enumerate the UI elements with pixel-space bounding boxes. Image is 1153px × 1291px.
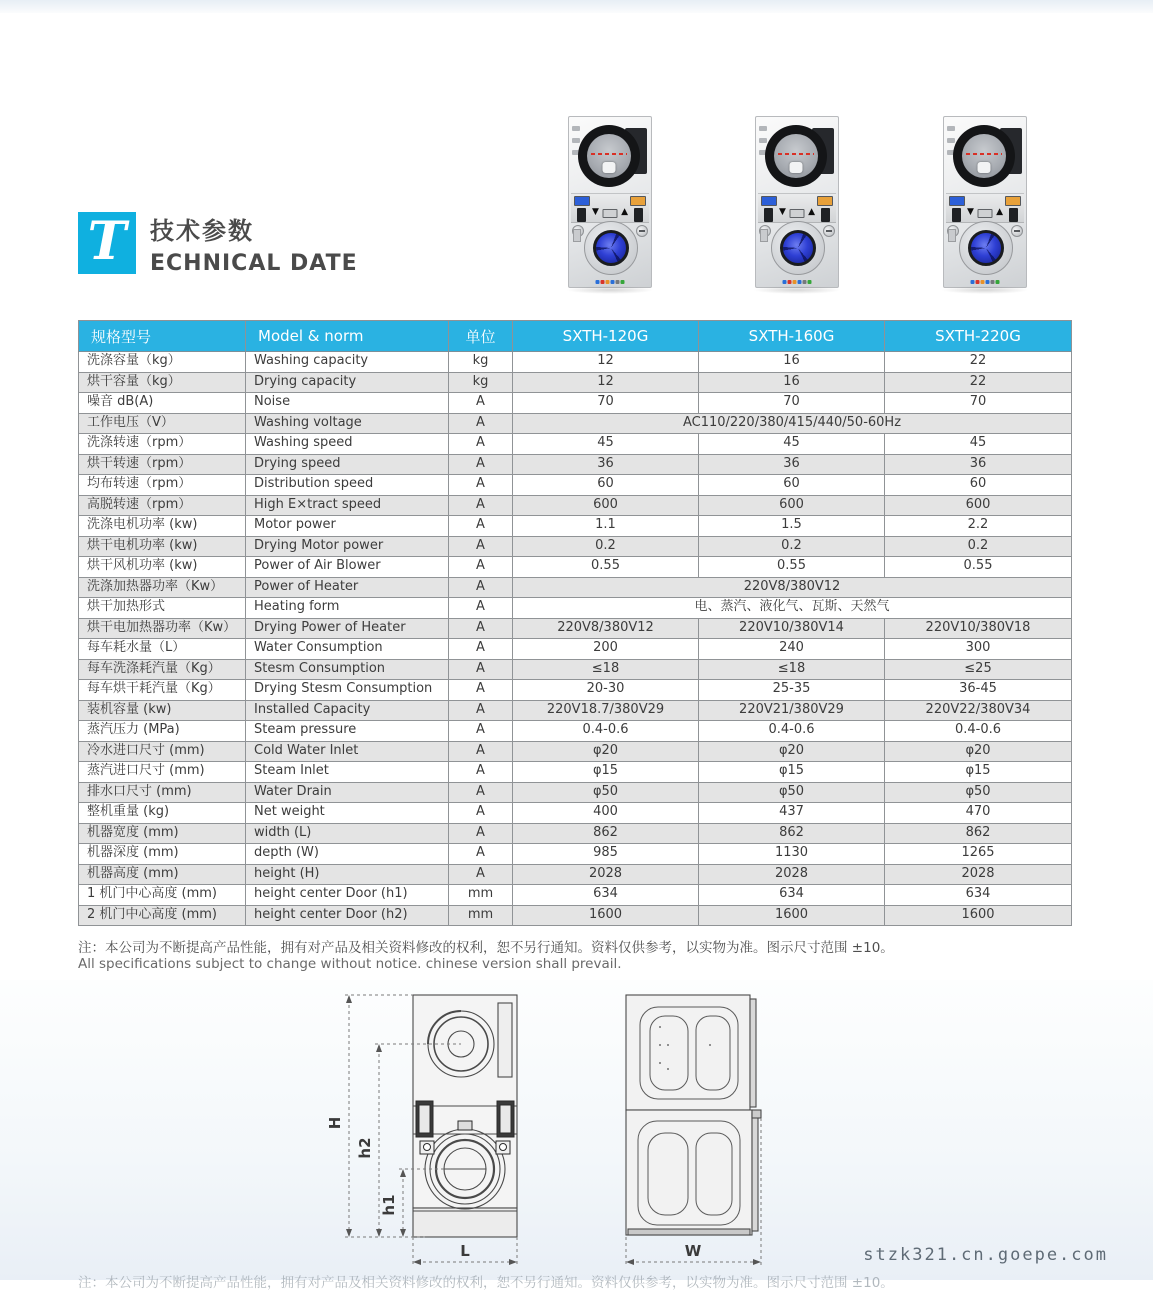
spec-unit: A xyxy=(449,618,513,639)
coin-slot-right xyxy=(634,208,643,222)
spec-name-zh: 噪音 dB(A) xyxy=(79,393,246,414)
spec-value-SXTH-160G: φ15 xyxy=(699,762,885,783)
spec-name-en: Steam Inlet xyxy=(246,762,449,783)
table-row xyxy=(79,557,1072,578)
spec-value-SXTH-220G: 2.2 xyxy=(885,516,1072,537)
spec-value-SXTH-220G: 0.55 xyxy=(885,557,1072,578)
spec-value-SXTH-220G: 70 xyxy=(885,393,1072,414)
table-row xyxy=(79,905,1072,926)
spec-value-SXTH-160G: 60 xyxy=(699,475,885,496)
spec-name-zh: 烘干电加热器功率（Kw） xyxy=(79,618,246,639)
spec-value-SXTH-120G: 200 xyxy=(513,639,699,660)
spec-value-merged: 电、蒸汽、液化气、瓦斯、天然气 xyxy=(513,598,1072,619)
spec-name-zh: 装机容量 (kw) xyxy=(79,700,246,721)
note-en: All specifications subject to change without notice. chinese version shall prevail. xyxy=(78,956,622,972)
spec-value-SXTH-160G: 70 xyxy=(699,393,885,414)
red-dashed-line xyxy=(966,153,1002,155)
spec-unit: kg xyxy=(449,352,513,373)
spec-value-SXTH-160G: 1130 xyxy=(699,844,885,865)
table-row xyxy=(79,864,1072,885)
table-row xyxy=(79,782,1072,803)
spec-value-SXTH-160G: 600 xyxy=(699,495,885,516)
spec-unit: A xyxy=(449,762,513,783)
spec-unit: mm xyxy=(449,905,513,926)
dim-label-W: W xyxy=(684,1242,702,1260)
table-row xyxy=(79,475,1072,496)
up-arrow-icon xyxy=(621,208,628,217)
spec-unit: A xyxy=(449,577,513,598)
dryer-door xyxy=(578,125,640,187)
blue-display xyxy=(949,196,965,206)
spec-name-zh: 洗涤容量（kg） xyxy=(79,352,246,373)
table-row xyxy=(79,659,1072,680)
table-row xyxy=(79,434,1072,455)
spec-value-SXTH-120G: ≤18 xyxy=(513,659,699,680)
spec-value-SXTH-120G: φ20 xyxy=(513,741,699,762)
spec-name-zh: 蒸汽压力 (MPa) xyxy=(79,721,246,742)
up-arrow-icon xyxy=(996,208,1003,217)
spec-table xyxy=(78,320,1072,926)
spec-value-SXTH-160G: 16 xyxy=(699,352,885,373)
spec-name-zh: 洗涤转速（rpm） xyxy=(79,434,246,455)
spec-value-SXTH-220G: 300 xyxy=(885,639,1072,660)
spec-name-zh: 1 机门中心高度 (mm) xyxy=(79,885,246,906)
spec-name-en: Steam pressure xyxy=(246,721,449,742)
control-strip xyxy=(571,193,649,223)
table-row xyxy=(79,393,1072,414)
spec-unit: A xyxy=(449,393,513,414)
spec-unit: A xyxy=(449,434,513,455)
table-row xyxy=(79,721,1072,742)
spec-unit: A xyxy=(449,454,513,475)
spec-value-SXTH-220G: 634 xyxy=(885,885,1072,906)
machine-shadow xyxy=(941,286,1029,294)
spec-unit: A xyxy=(449,741,513,762)
spec-name-zh: 烘干风机功率 (kw) xyxy=(79,557,246,578)
spec-value-SXTH-220G: φ20 xyxy=(885,741,1072,762)
coin-knob-right xyxy=(1011,225,1023,237)
brand-logo xyxy=(596,280,625,284)
spec-value-SXTH-120G: 0.4-0.6 xyxy=(513,721,699,742)
brand-logo xyxy=(783,280,812,284)
table-row xyxy=(79,741,1072,762)
table-row xyxy=(79,577,1072,598)
spec-name-en: height center Door (h1) xyxy=(246,885,449,906)
spec-value-SXTH-160G: φ50 xyxy=(699,782,885,803)
dryer-door xyxy=(765,125,827,187)
spec-unit: A xyxy=(449,598,513,619)
col-header-spec-zh: 规格型号 xyxy=(79,321,246,352)
washer-drum xyxy=(593,230,629,266)
spec-value-SXTH-220G: 862 xyxy=(885,823,1072,844)
spec-value-SXTH-120G: φ50 xyxy=(513,782,699,803)
spec-name-zh: 蒸汽进口尺寸 (mm) xyxy=(79,762,246,783)
col-header-model-norm: Model & norm xyxy=(246,321,449,352)
spec-name-en: High E×tract speed xyxy=(246,495,449,516)
table-row xyxy=(79,823,1072,844)
side-view-drawing xyxy=(598,983,788,1283)
table-row xyxy=(79,639,1072,660)
spec-value-SXTH-120G: 0.55 xyxy=(513,557,699,578)
red-dashed-line xyxy=(778,153,814,155)
spec-value-SXTH-220G: 1265 xyxy=(885,844,1072,865)
table-row xyxy=(79,413,1072,434)
spec-value-SXTH-120G: 600 xyxy=(513,495,699,516)
washer-drum xyxy=(780,230,816,266)
dryer-door xyxy=(953,125,1015,187)
spec-name-zh: 机器宽度 (mm) xyxy=(79,823,246,844)
down-arrow-icon xyxy=(779,208,786,217)
table-row xyxy=(79,598,1072,619)
washer-drum xyxy=(968,230,1004,266)
table-row xyxy=(79,844,1072,865)
spec-name-en: Cold Water Inlet xyxy=(246,741,449,762)
spec-name-zh: 工作电压（V） xyxy=(79,413,246,434)
table-row xyxy=(79,700,1072,721)
coin-slot-right xyxy=(1009,208,1018,222)
spec-name-en: Distribution speed xyxy=(246,475,449,496)
spec-value-SXTH-220G: ≤25 xyxy=(885,659,1072,680)
spec-value-SXTH-160G: φ20 xyxy=(699,741,885,762)
spec-name-zh: 冷水进口尺寸 (mm) xyxy=(79,741,246,762)
brand-logo xyxy=(971,280,1000,284)
spec-value-SXTH-160G: 634 xyxy=(699,885,885,906)
table-row xyxy=(79,372,1072,393)
machine-shadow xyxy=(566,286,654,294)
spec-unit: A xyxy=(449,639,513,660)
table-row xyxy=(79,516,1072,537)
table-row xyxy=(79,803,1072,824)
spec-name-en: Power of Air Blower xyxy=(246,557,449,578)
door-handle xyxy=(790,162,803,173)
spec-name-zh: 机器深度 (mm) xyxy=(79,844,246,865)
spec-value-SXTH-120G: 1600 xyxy=(513,905,699,926)
spec-value-SXTH-220G: 45 xyxy=(885,434,1072,455)
spec-unit: A xyxy=(449,782,513,803)
spec-value-SXTH-220G: φ15 xyxy=(885,762,1072,783)
spec-name-en: Washing speed xyxy=(246,434,449,455)
product-photo xyxy=(564,116,656,294)
spec-value-SXTH-220G: 60 xyxy=(885,475,1072,496)
spec-value-SXTH-160G: 220V10/380V14 xyxy=(699,618,885,639)
spec-unit: A xyxy=(449,864,513,885)
spec-name-zh: 每车烘干耗汽量（Kg） xyxy=(79,680,246,701)
table-row xyxy=(79,495,1072,516)
coin-tray xyxy=(603,209,618,218)
coin-tray xyxy=(790,209,805,218)
spec-value-SXTH-160G: 36 xyxy=(699,454,885,475)
watermark: stzk321.cn.goepe.com xyxy=(863,1245,1108,1265)
dim-label-h2: h2 xyxy=(356,1137,374,1159)
control-strip xyxy=(946,193,1024,223)
spec-value-SXTH-220G: φ50 xyxy=(885,782,1072,803)
washer-door xyxy=(771,221,825,275)
spec-value-SXTH-120G: 400 xyxy=(513,803,699,824)
spec-unit: A xyxy=(449,413,513,434)
spec-value-SXTH-160G: 437 xyxy=(699,803,885,824)
spec-value-SXTH-160G: 25-35 xyxy=(699,680,885,701)
coin-knob-right xyxy=(823,225,835,237)
spec-name-en: Water Consumption xyxy=(246,639,449,660)
spec-value-SXTH-120G: 634 xyxy=(513,885,699,906)
spec-name-zh: 每车洗涤耗汽量（Kg） xyxy=(79,659,246,680)
red-dashed-line xyxy=(591,153,627,155)
spec-name-zh: 洗涤加热器功率（Kw） xyxy=(79,577,246,598)
coin-slot-left xyxy=(764,208,773,222)
spec-name-en: width (L) xyxy=(246,823,449,844)
spec-name-zh: 烘干容量（kg） xyxy=(79,372,246,393)
note-zh: 注：本公司为不断提高产品性能，拥有对产品及相关资料修改的权利，恕不另行通知。资料仅供参考，以实物为准。图示尺寸范围 ±10。 xyxy=(78,940,894,956)
washer-door xyxy=(584,221,638,275)
section-header xyxy=(78,205,358,276)
spec-name-en: depth (W) xyxy=(246,844,449,865)
spec-value-SXTH-120G: 1.1 xyxy=(513,516,699,537)
spec-name-zh: 排水口尺寸 (mm) xyxy=(79,782,246,803)
spec-name-zh: 均布转速（rpm） xyxy=(79,475,246,496)
spec-value-SXTH-120G: 985 xyxy=(513,844,699,865)
machine-shadow xyxy=(753,286,841,294)
spec-unit: A xyxy=(449,844,513,865)
orange-display xyxy=(630,196,646,206)
spec-value-SXTH-220G: 22 xyxy=(885,372,1072,393)
spec-name-en: Power of Heater xyxy=(246,577,449,598)
down-arrow-icon xyxy=(967,208,974,217)
blue-display xyxy=(761,196,777,206)
top-strip xyxy=(0,0,1153,13)
spec-value-SXTH-220G: 1600 xyxy=(885,905,1072,926)
spec-name-en: Installed Capacity xyxy=(246,700,449,721)
spec-value-SXTH-120G: φ15 xyxy=(513,762,699,783)
spec-unit: A xyxy=(449,516,513,537)
coin-tray xyxy=(978,209,993,218)
spec-unit: A xyxy=(449,680,513,701)
spec-value-SXTH-220G: 36-45 xyxy=(885,680,1072,701)
spec-value-SXTH-220G: 600 xyxy=(885,495,1072,516)
spec-unit: A xyxy=(449,536,513,557)
spec-value-SXTH-160G: 45 xyxy=(699,434,885,455)
spec-value-SXTH-160G: 16 xyxy=(699,372,885,393)
dim-label-h1: h1 xyxy=(380,1194,398,1216)
spec-value-SXTH-120G: 220V8/380V12 xyxy=(513,618,699,639)
down-arrow-icon xyxy=(592,208,599,217)
coin-slot-left xyxy=(952,208,961,222)
spec-name-en: Noise xyxy=(246,393,449,414)
spec-name-en: Drying speed xyxy=(246,454,449,475)
spec-value-SXTH-160G: 0.2 xyxy=(699,536,885,557)
spec-name-en: Motor power xyxy=(246,516,449,537)
up-arrow-icon xyxy=(808,208,815,217)
col-header-sxth-160g: SXTH-160G xyxy=(699,321,885,352)
coin-slot-right xyxy=(821,208,830,222)
spec-value-SXTH-160G: 1600 xyxy=(699,905,885,926)
spec-value-SXTH-120G: 12 xyxy=(513,372,699,393)
spec-value-SXTH-160G: 862 xyxy=(699,823,885,844)
spec-name-zh: 烘干加热形式 xyxy=(79,598,246,619)
spec-value-SXTH-220G: 22 xyxy=(885,352,1072,373)
machine-cabinet xyxy=(943,116,1027,288)
spec-unit: mm xyxy=(449,885,513,906)
product-photo xyxy=(939,116,1031,294)
spec-unit: kg xyxy=(449,372,513,393)
spec-unit: A xyxy=(449,659,513,680)
spec-value-SXTH-160G: 1.5 xyxy=(699,516,885,537)
blue-display xyxy=(574,196,590,206)
spec-value-SXTH-120G: 20-30 xyxy=(513,680,699,701)
coin-slot-left xyxy=(577,208,586,222)
spec-value-SXTH-160G: 0.4-0.6 xyxy=(699,721,885,742)
spec-name-en: Heating form xyxy=(246,598,449,619)
spec-unit: A xyxy=(449,823,513,844)
spec-name-en: Drying capacity xyxy=(246,372,449,393)
spec-name-zh: 整机重量 (kg) xyxy=(79,803,246,824)
clipped-bottom-text: 注：本公司为不断提高产品性能，拥有对产品及相关资料修改的权利，恕不另行通知。资料仅供参考，以实物为准。图示尺寸范围 ±10。 xyxy=(78,1275,894,1291)
machine-cabinet xyxy=(568,116,652,288)
spec-value-SXTH-220G: 220V22/380V34 xyxy=(885,700,1072,721)
page-title-zh: 技术参数 xyxy=(150,217,254,245)
spec-value-SXTH-120G: 60 xyxy=(513,475,699,496)
table-row xyxy=(79,352,1072,373)
page-title-en: ECHNICAL DATE xyxy=(150,251,358,276)
spec-unit: A xyxy=(449,700,513,721)
spec-unit: A xyxy=(449,495,513,516)
washer-display xyxy=(573,229,581,242)
orange-display xyxy=(1005,196,1021,206)
washer-door xyxy=(959,221,1013,275)
spec-value-SXTH-220G: 220V10/380V18 xyxy=(885,618,1072,639)
spec-name-en: Net weight xyxy=(246,803,449,824)
spec-value-SXTH-120G: 70 xyxy=(513,393,699,414)
table-row xyxy=(79,680,1072,701)
spec-value-SXTH-120G: 220V18.7/380V29 xyxy=(513,700,699,721)
product-photo xyxy=(751,116,843,294)
spec-value-SXTH-220G: 2028 xyxy=(885,864,1072,885)
dim-label-L: L xyxy=(460,1242,470,1260)
spec-value-SXTH-220G: 0.2 xyxy=(885,536,1072,557)
spec-name-zh: 高脱转速（rpm） xyxy=(79,495,246,516)
table-row xyxy=(79,454,1072,475)
spec-value-SXTH-120G: 0.2 xyxy=(513,536,699,557)
spec-name-en: Stesm Consumption xyxy=(246,659,449,680)
spec-value-SXTH-220G: 36 xyxy=(885,454,1072,475)
col-header-unit: 单位 xyxy=(449,321,513,352)
spec-value-SXTH-160G: 2028 xyxy=(699,864,885,885)
table-row xyxy=(79,618,1072,639)
spec-unit: A xyxy=(449,803,513,824)
spec-value-SXTH-120G: 45 xyxy=(513,434,699,455)
spec-name-zh: 2 机门中心高度 (mm) xyxy=(79,905,246,926)
spec-value-SXTH-160G: 220V21/380V29 xyxy=(699,700,885,721)
table-row xyxy=(79,885,1072,906)
spec-unit: A xyxy=(449,721,513,742)
col-header-sxth-120g: SXTH-120G xyxy=(513,321,699,352)
spec-value-SXTH-160G: 0.55 xyxy=(699,557,885,578)
spec-name-en: Water Drain xyxy=(246,782,449,803)
machine-cabinet xyxy=(755,116,839,288)
spec-value-SXTH-120G: 862 xyxy=(513,823,699,844)
spec-unit: A xyxy=(449,557,513,578)
spec-value-SXTH-220G: 0.4-0.6 xyxy=(885,721,1072,742)
spec-name-en: Drying Motor power xyxy=(246,536,449,557)
spec-name-zh: 烘干转速（rpm） xyxy=(79,454,246,475)
spec-table-body xyxy=(79,352,1072,926)
spec-name-zh: 每车耗水量（L） xyxy=(79,639,246,660)
spec-name-zh: 机器高度 (mm) xyxy=(79,864,246,885)
washer-display xyxy=(760,229,768,242)
spec-value-SXTH-160G: 240 xyxy=(699,639,885,660)
spec-value-merged: AC110/220/380/415/440/50-60Hz xyxy=(513,413,1072,434)
spec-name-en: Washing voltage xyxy=(246,413,449,434)
door-handle xyxy=(603,162,616,173)
dim-label-H: H xyxy=(326,1116,344,1130)
washer-display xyxy=(948,229,956,242)
front-view-drawing xyxy=(320,983,570,1283)
col-header-sxth-220g: SXTH-220G xyxy=(885,321,1072,352)
door-handle xyxy=(978,162,991,173)
spec-value-merged: 220V8/380V12 xyxy=(513,577,1072,598)
coin-knob-right xyxy=(636,225,648,237)
spec-value-SXTH-220G: 470 xyxy=(885,803,1072,824)
spec-name-zh: 烘干电机功率 (kw) xyxy=(79,536,246,557)
spec-name-en: Drying Power of Heater xyxy=(246,618,449,639)
spec-name-en: Drying Stesm Consumption xyxy=(246,680,449,701)
table-header-row xyxy=(79,321,1072,352)
spec-value-SXTH-160G: ≤18 xyxy=(699,659,885,680)
table-row xyxy=(79,536,1072,557)
spec-value-SXTH-120G: 2028 xyxy=(513,864,699,885)
t-logo: T xyxy=(78,212,136,274)
table-row xyxy=(79,762,1072,783)
spec-name-en: height center Door (h2) xyxy=(246,905,449,926)
spec-value-SXTH-120G: 12 xyxy=(513,352,699,373)
spec-name-en: height (H) xyxy=(246,864,449,885)
orange-display xyxy=(817,196,833,206)
control-strip xyxy=(758,193,836,223)
spec-value-SXTH-120G: 36 xyxy=(513,454,699,475)
spec-name-en: Washing capacity xyxy=(246,352,449,373)
spec-name-zh: 洗涤电机功率 (kw) xyxy=(79,516,246,537)
spec-unit: A xyxy=(449,475,513,496)
